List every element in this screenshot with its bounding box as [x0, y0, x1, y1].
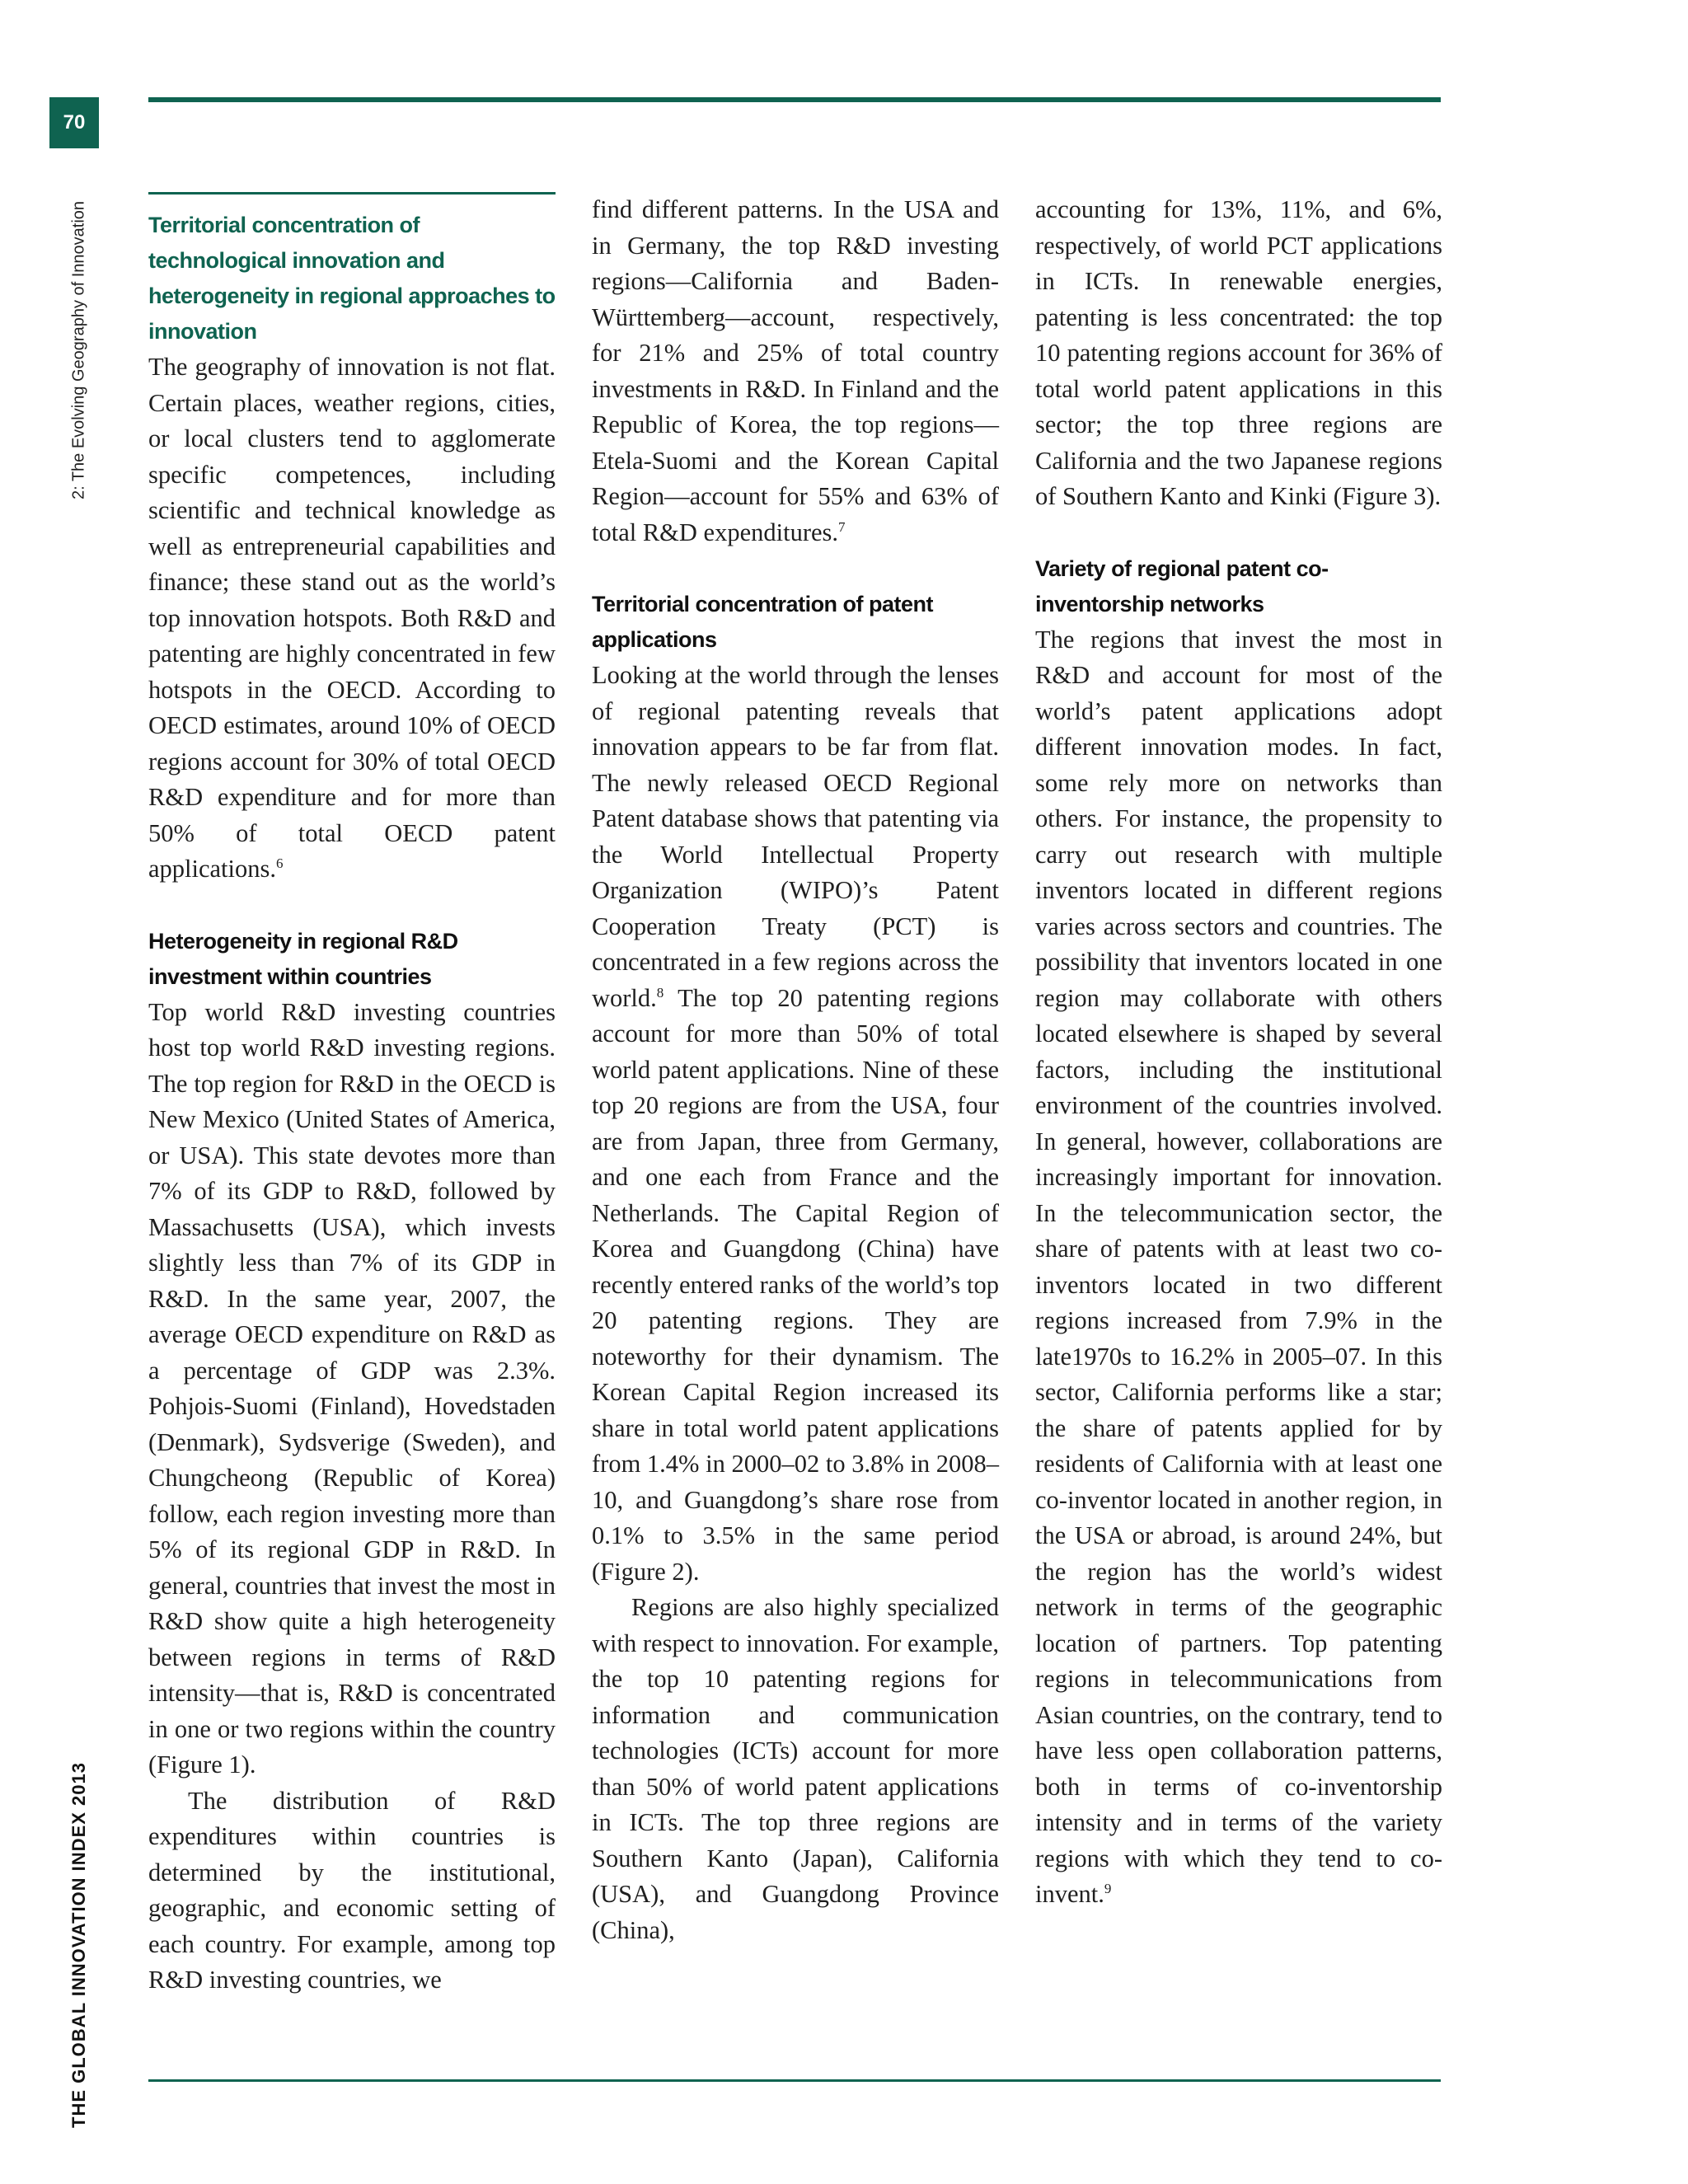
- page-number: 70: [49, 97, 99, 148]
- column-3: [1035, 192, 1442, 1913]
- footnote-ref: 8: [656, 984, 664, 1001]
- bottom-rule: [148, 2079, 1441, 2082]
- chapter-label: 2: The Evolving Geography of Innovation: [69, 200, 88, 500]
- subsection-heading: Territorial concentration of patent applications: [592, 592, 934, 652]
- section-heading: Territorial concentration of technological innovation and heterogeneity in regional approaches to innovation: [148, 192, 556, 349]
- paragraph: accounting for 13%, 11%, and 6%, respectively, of world PCT applications in ICTs. In renewable energies, patenting is less concentrated: the top 10 patenting regions account for 36% of total world patent applications in this sector; the top three regions are California and the two Japanese regions of Southern Kanto and Kinki (Figure 3).: [1035, 195, 1442, 510]
- paragraph: The geography of innovation is not flat. Certain places, weather regions, cities, or local clusters tend to agglomerate specific competences, including scientific and technical knowledge as well as entrepreneurial capabilities and finance; these stand out as the world’s top innovation hotspots. Both R&D and patenting are highly concentrated in few hotspots in the OECD. According to OECD estimates, around 10% of OECD regions account for 30% of total OECD R&D expenditure and for more than 50% of total OECD patent applications.$^6$: [148, 353, 556, 883]
- column-1: [148, 192, 556, 1999]
- column-2: [592, 192, 999, 1948]
- paragraph: find different patterns. In the USA and in Germany, the top R&D investing regions—California and Baden-Württemberg—account, respectively, for 21% and 25% of total country investments in R&D. In Finland and the Republic of Korea, the top regions—Etela-Suomi and the Korean Capital Region—account for 55% and 63% of total R&D expenditures.$^7$: [592, 195, 999, 546]
- paragraph: Looking at the world through the lenses of regional patenting reveals that innovation appears to be far from flat. The newly released OECD Regional Patent database shows that patenting via the World Intellectual Property Organization (WIPO)’s Patent Cooperation Treaty (PCT) is concentrated in a few regions across the world.$^8$ The top 20 patenting regions account for more than 50% of total world patent applications. Nine of these top 20 regions are from the USA, four are from Japan, three from Germany, and one each from France and the Netherlands. The Capital Region of Korea and Guangdong (China) have recently entered ranks of the world’s top 20 patenting regions. They are noteworthy for their dynamism. The Korean Capital Region increased its share in total world patent applications from 1.4% in 2000–02 to 3.8% in 2008–10, and Guangdong’s share rose from 0.1% to 3.5% in the same period (Figure 2).: [592, 661, 999, 1586]
- subsection-heading: Variety of regional patent co-inventorship networks: [1035, 555, 1329, 616]
- paragraph: Top world R&D investing countries host top world R&D investing regions. The top region for R&D in the OECD is New Mexico (United States of America, or USA). This state devotes more than 7% of its GDP to R&D, followed by Massachusetts (USA), which invests slightly less than 7% of its GDP in R&D. In the same year, 2007, the average OECD expenditure on R&D as a percentage of GDP was 2.3%. Pohjois-Suomi (Finland), Hovedstaden (Denmark), Sydsverige (Sweden), and Chungcheong (Republic of Korea) follow, each region investing more than 5% of its regional GDP in R&D. In general, countries that invest the most in R&D show quite a high heterogeneity between regions in terms of R&D intensity—that is, R&D is concentrated in one or two regions within the country (Figure 1).: [148, 997, 556, 1779]
- publication-label: THE GLOBAL INNOVATION INDEX 2013: [68, 1762, 89, 2128]
- subsection-heading: Heterogeneity in regional R&D investment within countries: [148, 928, 458, 989]
- top-rule: [148, 97, 1441, 102]
- paragraph: The regions that invest the most in R&D and account for most of the world’s patent applications adopt different innovation modes. In fact, some rely more on networks than others. For instance, the propensity to carry out research with multiple inventors located in different regions varies across sectors and countries. The possibility that inventors located in one region may collaborate with others located elsewhere is shaped by several factors, including the institutional environment of the countries involved. In general, however, collaborations are increasingly important for innovation. In the telecommunication sector, the share of patents with at least two co-inventors located in two different regions increased from 7.9% in the late1970s to 16.2% in 2005–07. In this sector, California performs like a star; the share of patents applied for by residents of California with at least one co-inventor located in another region, in the USA or abroad, is around 24%, but the region has the world’s widest network in terms of the geographic location of partners. Top patenting regions in telecommunications from Asian countries, on the contrary, tend to have less open collaboration patterns, both in terms of co-inventorship intensity and in terms of the variety regions with which they tend to co-invent.$^9$: [1035, 625, 1442, 1908]
- paragraph: The distribution of R&D expenditures within countries is determined by the institutional, geographic, and economic setting of each country. For example, among top R&D investing countries, we: [148, 1786, 556, 1994]
- paragraph: Regions are also highly specialized with respect to innovation. For example, the top 10 patenting regions for information and communication technologies (ICTs) account for more than 50% of world patent applications in ICTs. The top three regions are Southern Kanto (Japan), California (USA), and Guangdong Province (China),: [592, 1593, 999, 1944]
- footnote-ref: 9: [1104, 1880, 1112, 1896]
- footnote-ref: 6: [276, 855, 284, 871]
- footnote-ref: 7: [838, 518, 846, 535]
